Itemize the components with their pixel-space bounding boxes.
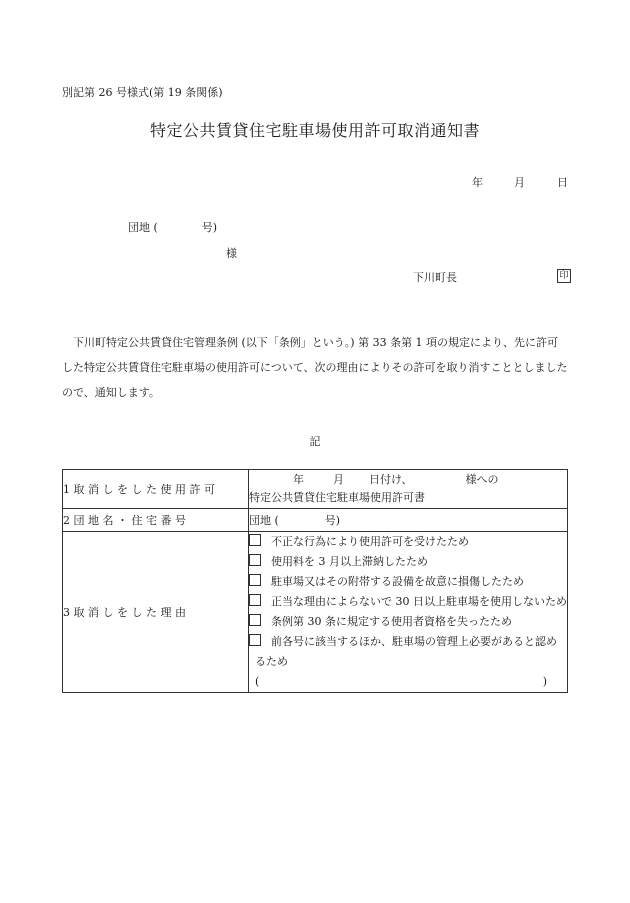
row1-month: 月 <box>333 473 344 486</box>
reason-item: 前各号に該当するほか、駐車場の管理上必要があると認め るため <box>249 632 567 672</box>
checkbox[interactable] <box>249 574 261 586</box>
reason-item: 駐車場又はその附帯する設備を故意に損傷したため <box>249 572 567 592</box>
table-row <box>63 532 568 693</box>
notice-body: 下川町特定公共賃貸住宅管理条例 (以下「条例」という。) 第 33 条第 1 項の規定により、先に許可した特定公共賃貸住宅駐車場の使用許可について、次の理由によりその許可を取り消すこととしましたので、通知します。 <box>62 336 568 399</box>
checkbox[interactable] <box>249 554 261 566</box>
row1-year: 年 <box>293 473 304 486</box>
ki-heading: 記 <box>309 435 321 448</box>
document-title: 特定公共賃貸住宅駐車場使用許可取消通知書 <box>149 121 480 140</box>
reason-item: 正当な理由によらないで 30 日以上駐車場を使用しないため <box>249 592 567 612</box>
checkbox[interactable] <box>249 634 261 646</box>
addressee-danchi-suffix: 号) <box>201 221 218 234</box>
date-month-label: 月 <box>514 176 525 189</box>
reason-list <box>249 532 568 693</box>
row2-value <box>249 509 568 532</box>
row3-label: 3 取 消 し を し た 理 由 <box>63 532 249 693</box>
date-year-label: 年 <box>472 176 483 189</box>
table-row <box>63 470 568 509</box>
row1-line2: 特定公共賃貸住宅駐車場使用許可書 <box>249 491 425 504</box>
table-row <box>63 509 568 532</box>
row1-sama: 様への <box>465 473 499 486</box>
date-day-label: 日 <box>557 176 568 189</box>
row1-label: 1 取 消 し を し た 使 用 許 可 <box>63 470 249 509</box>
row2-label: 2 団 地 名 ・ 住 宅 番 号 <box>63 509 249 532</box>
checkbox[interactable] <box>249 534 261 546</box>
reason-item: 条例第 30 条に規定する使用者資格を失ったため <box>249 612 567 632</box>
checkbox[interactable] <box>249 594 261 606</box>
row1-date: 日付け、 <box>369 473 413 486</box>
row2-value-suffix: 号) <box>324 514 341 527</box>
reason-item: 不正な行為により使用許可を受けたため <box>249 532 567 552</box>
checkbox[interactable] <box>249 614 261 626</box>
issuer-name: 下川町長 <box>413 271 457 284</box>
row1-value <box>249 470 568 509</box>
cancellation-table <box>62 469 568 693</box>
addressee-honorific: 様 <box>226 247 237 260</box>
other-reason-field[interactable]: ( ) <box>255 675 547 688</box>
seal-mark: 印 <box>557 269 571 283</box>
reason-item: 使用料を 3 月以上滞納したため <box>249 552 567 572</box>
addressee-danchi <box>128 219 217 235</box>
form-number: 別記第 26 号様式(第 19 条関係) <box>62 86 223 99</box>
addressee-danchi-prefix: 団地 ( <box>128 221 158 234</box>
row2-value-prefix: 団地 ( <box>249 514 279 527</box>
